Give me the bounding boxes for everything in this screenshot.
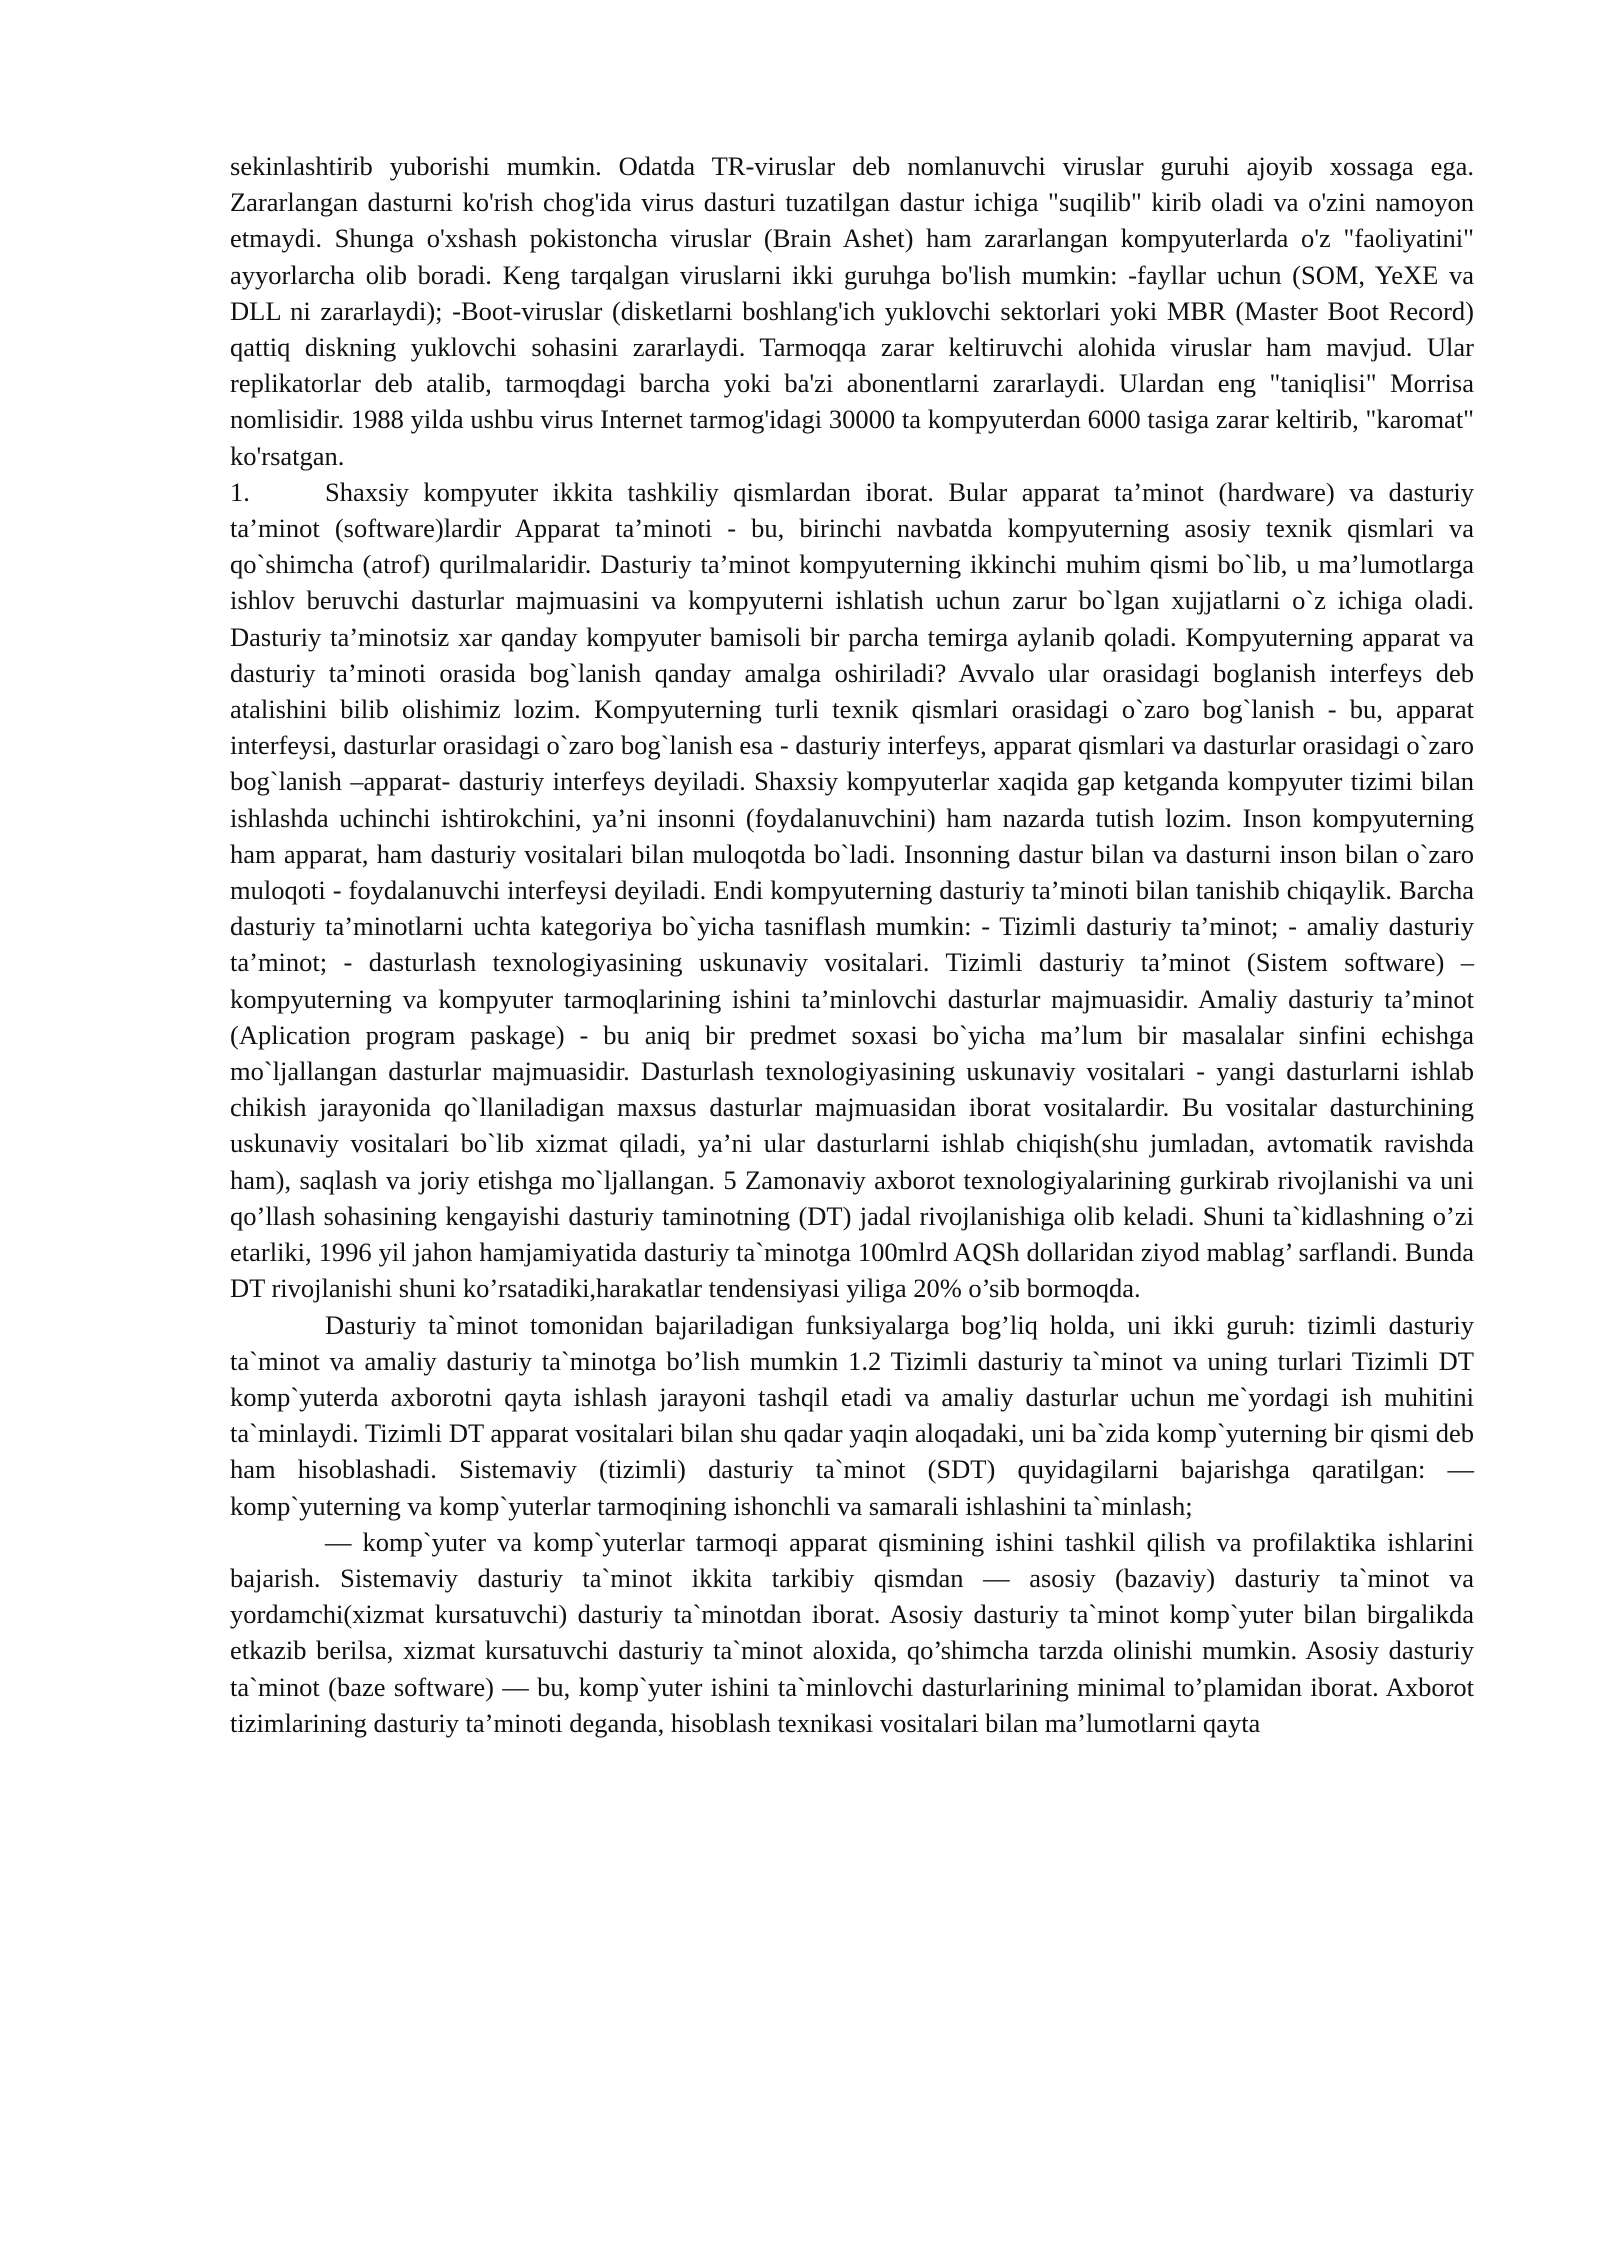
- paragraph-system-software: Dasturiy ta`minot tomonidan bajariladigan funksiyalarga bog’liq holda, uni ikki guruh: tizimli dasturiy ta`minot va amaliy dasturiy ta`minotga bo’lish mumkin 1.2 Tizimli dasturiy ta`minot va uning turlari Tizimli DT komp`yuterda axborotni qayta ishlash jarayoni tashqil etadi va amaliy dasturlar uchun me`yordagi ish muhitini ta`minlaydi. Tizimli DT apparat vositalari bilan shu qadar yaqin aloqadaki, uni ba`zida komp`yuterning bir qismi deb ham hisoblashadi. Sistemaviy (tizimli) dasturiy ta`minot (SDT) quyidagilarni bajarishga qaratilgan: — komp`yuterning va komp`yuterlar tarmoqining ishonchli va samarali ishlashini ta`minlash;: [230, 1309, 1474, 1521]
- paragraph-base-software: — komp`yuter va komp`yuterlar tarmoqi apparat qismining ishini tashkil qilish va profilaktika ishlarini bajarish. Sistemaviy dasturiy ta`minot ikkita tarkibiy qismdan — asosiy (bazaviy) dasturiy ta`minot va yordamchi(xizmat kursatuvchi) dasturiy ta`minotdan iborat. Asosiy dasturiy ta`minot komp`yuter bilan birgalikda etkazib berilsa, xizmat kursatuvchi dasturiy ta`minot aloxida, qo’shimcha tarzda olinishi mumkin. Asosiy dasturiy ta`minot (baze software) — bu, komp`yuter ishini ta`minlovchi dasturlarining minimal to’plamidan iborat. Axborot tizimlarining dasturiy ta’minoti deganda, hisoblash texnikasi vositalari bilan ma’lumotlarni qayta: [230, 1526, 1474, 1738]
- numbered-paragraph-software: 1. Shaxsiy kompyuter ikkita tashkiliy qismlardan iborat. Bular apparat ta’minot (hardware) va dasturiy ta’minot (software)lardir Apparat ta’minoti - bu, birinchi navbatda kompyuterning asosiy texnik qismlari va qo`shimcha (atrof) qurilmalaridir. Dasturiy ta’minot kompyuterning ikkinchi muhim qismi bo`lib, u ma’lumotlarga ishlov beruvchi dasturlar majmuasini va kompyuterni ishlatish uchun zarur bo`lgan xujjatlarni o`z ichiga oladi. Dasturiy ta’minotsiz xar qanday kompyuter bamisoli bir parcha temirga aylanib qoladi. Kompyuterning apparat va dasturiy ta’minoti orasida bog`lanish qanday amalga oshiriladi? Avvalo ular orasidagi boglanish interfeys deb atalishini bilib olishimiz lozim. Kompyuterning turli texnik qismlari orasidagi o`zaro bog`lanish - bu, apparat interfeysi, dasturlar orasidagi o`zaro bog`lanish esa - dasturiy interfeys, apparat qismlari va dasturlar orasidagi o`zaro bog`lanish –apparat- dasturiy interfeys deyiladi. Shaxsiy kompyuterlar xaqida gap ketganda kompyuter tizimi bilan ishlashda uchinchi ishtirokchini, ya’ni insonni (foydalanuvchini) ham nazarda tutish lozim. Inson kompyuterning ham apparat, ham dasturiy vositalari bilan muloqotda bo`ladi. Insonning dastur bilan va dasturni inson bilan o`zaro muloqoti - foydalanuvchi interfeysi deyiladi. Endi kompyuterning dasturiy ta’minoti bilan tanishib chiqaylik. Barcha dasturiy ta’minotlarni uchta kategoriya bo`yicha tasniflash mumkin: - Tizimli dasturiy ta’minot; - amaliy dasturiy ta’minot; - dasturlash texnologiyasining uskunaviy vositalari. Tizimli dasturiy ta’minot (Sistem software) – kompyuterning va kompyuter tarmoqlarining ishini ta’minlovchi dasturlar majmuasidir. Amaliy dasturiy ta’minot (Aplication program paskage) - bu aniq bir predmet soxasi bo`yicha ma’lum bir masalalar sinfini echishga mo`ljallangan dasturlar majmuasidir. Dasturlash texnologiyasining uskunaviy vositalari - yangi dasturlarni ishlab chikish jarayonida qo`llaniladigan maxsus dasturlar majmuasidan iborat vositalardir. Bu vositalar dasturchining uskunaviy vositalari bo`lib xizmat qiladi, ya’ni ular dasturlarni ishlab chiqish(shu jumladan, avtomatik ravishda ham), saqlash va joriy etishga mo`ljallangan. 5 Zamonaviy axborot texnologiyalarining gurkirab rivojlanishi va uni qo’llash sohasining kengayishi dasturiy taminotning (DT) jadal rivojlanishiga olib keladi. Shuni ta`kidlashning o’zi etarliki, 1996 yil jahon hamjamiyatida dasturiy ta`minotga 100mlrd AQSh dollaridan ziyod mablag’ sarflandi. Bunda DT rivojlanishi shuni ko’rsatadiki,harakatlar tendensiyasi yiliga 20% o’sib bormoqda.: [230, 474, 1474, 1307]
- paragraph-viruses: sekinlashtirib yuborishi mumkin. Odatda TR-viruslar deb nomlanuvchi viruslar guruhi ajoyib xossaga ega. Zararlangan dasturni ko'rish chog'ida virus dasturi tuzatilgan dastur ichiga "suqilib" kirib oladi va o'zini namoyon etmaydi. Shunga o'xshash pokistoncha viruslar (Brain Ashet) ham zararlangan kompyuterlarda o'z "faoliyatini" ayyorlarcha olib boradi. Keng tarqalgan viruslarni ikki guruhga bo'lish mumkin: -fayllar uchun (SOM, YeXE va DLL ni zararlaydi); -Boot-viruslar (disketlarni boshlang'ich yuklovchi sektorlari yoki MBR (Master Boot Record) qattiq diskning yuklovchi sohasini zararlaydi. Tarmoqqa zarar keltiruvchi alohida viruslar ham mavjud. Ular replikatorlar deb atalib, tarmoqdagi barcha yoki ba'zi abonentlarni zararlaydi. Ulardan eng "taniqlisi" Morrisa nomlisidir. 1988 yilda ushbu virus Internet tarmog'idagi 30000 ta kompyuterdan 6000 tasiga zarar keltirib, "karomat" ko'rsatgan.: [230, 151, 1474, 471]
- paragraph-software: Shaxsiy kompyuter ikkita tashkiliy qismlardan iborat. Bular apparat ta’minot (hardware) va dasturiy ta’minot (software)lardir Apparat ta’minoti - bu, birinchi navbatda kompyuterning asosiy texnik qismlari va qo`shimcha (atrof) qurilmalaridir. Dasturiy ta’minot kompyuterning ikkinchi muhim qismi bo`lib, u ma’lumotlarga ishlov beruvchi dasturlar majmuasini va kompyuterni ishlatish uchun zarur bo`lgan xujjatlarni o`z ichiga oladi. Dasturiy ta’minotsiz xar qanday kompyuter bamisoli bir parcha temirga aylanib qoladi. Kompyuterning apparat va dasturiy ta’minoti orasida bog`lanish qanday amalga oshiriladi? Avvalo ular orasidagi boglanish interfeys deb atalishini bilib olishimiz lozim. Kompyuterning turli texnik qismlari orasidagi o`zaro bog`lanish - bu, apparat interfeysi, dasturlar orasidagi o`zaro bog`lanish esa - dasturiy interfeys, apparat qismlari va dasturlar orasidagi o`zaro bog`lanish –apparat- dasturiy interfeys deyiladi. Shaxsiy kompyuterlar xaqida gap ketganda kompyuter tizimi bilan ishlashda uchinchi ishtirokchini, ya’ni insonni (foydalanuvchini) ham nazarda tutish lozim. Inson kompyuterning ham apparat, ham dasturiy vositalari bilan muloqotda bo`ladi. Insonning dastur bilan va dasturni inson bilan o`zaro muloqoti - foydalanuvchi interfeysi deyiladi. Endi kompyuterning dasturiy ta’minoti bilan tanishib chiqaylik. Barcha dasturiy ta’minotlarni uchta kategoriya bo`yicha tasniflash mumkin: - Tizimli dasturiy ta’minot; - amaliy dasturiy ta’minot; - dasturlash texnologiyasining uskunaviy vositalari. Tizimli dasturiy ta’minot (Sistem software) – kompyuterning va kompyuter tarmoqlarining ishini ta’minlovchi dasturlar majmuasidir. Amaliy dasturiy ta’minot (Aplication program paskage) - bu aniq bir predmet soxasi bo`yicha ma’lum bir masalalar sinfini echishga mo`ljallangan dasturlar majmuasidir. Dasturlash texnologiyasining uskunaviy vositalari - yangi dasturlarni ishlab chikish jarayonida qo`llaniladigan maxsus dasturlar majmuasidan iborat vositalardir. Bu vositalar dasturchining uskunaviy vositalari bo`lib xizmat qiladi, ya’ni ular dasturlarni ishlab chiqish(shu jumladan, avtomatik ravishda ham), saqlash va joriy etishga mo`ljallangan. 5 Zamonaviy axborot texnologiyalarining gurkirab rivojlanishi va uni qo’llash sohasining kengayishi dasturiy taminotning (DT) jadal rivojlanishiga olib keladi. Shuni ta`kidlashning o’zi etarliki, 1996 yil jahon hamjamiyatida dasturiy ta`minotga 100mlrd AQSh dollaridan ziyod mablag’ sarflandi. Bunda DT rivojlanishi shuni ko’rsatadiki,harakatlar tendensiyasi yiliga 20% o’sib bormoqda.: [230, 476, 1474, 1304]
- document-page: [230, 148, 1474, 1741]
